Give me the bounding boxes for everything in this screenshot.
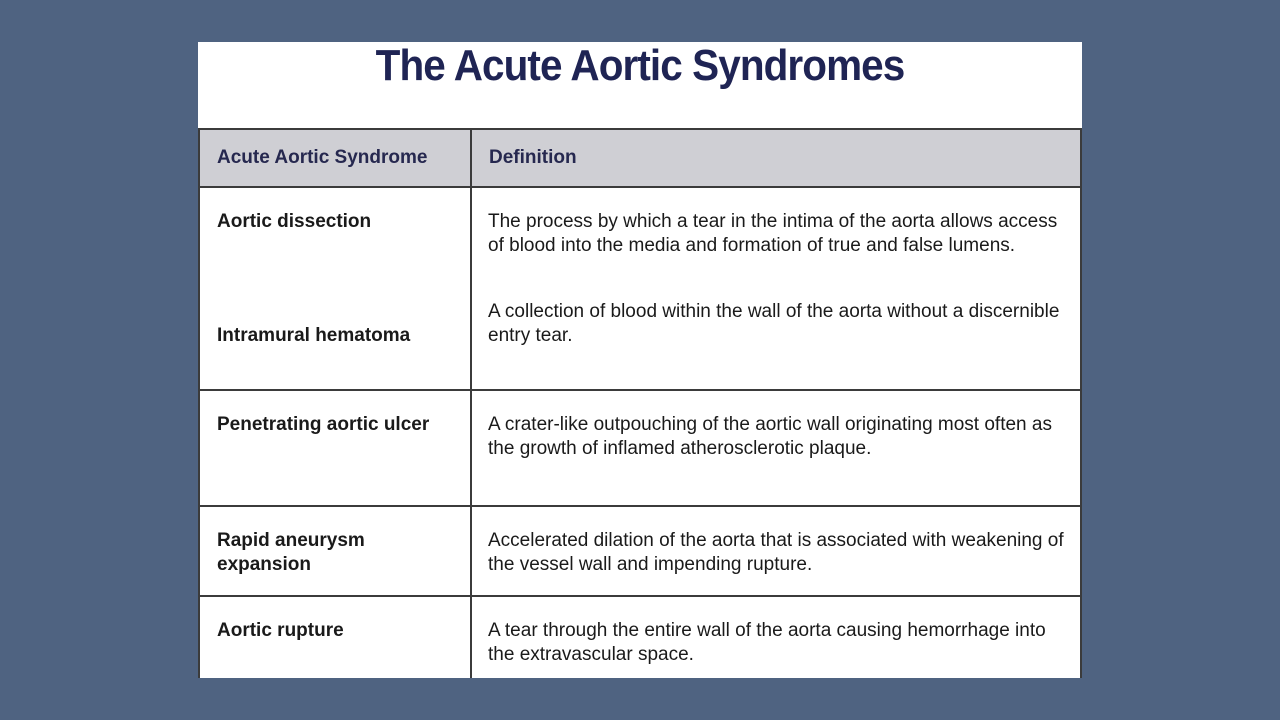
- syndromes-table: [198, 128, 1082, 678]
- term-rapid-aneurysm-expansion: Rapid aneurysm expansion: [199, 506, 471, 596]
- slide-image: [198, 42, 1082, 678]
- term-penetrating-aortic-ulcer: Penetrating aortic ulcer: [199, 390, 471, 506]
- slide-title: The Acute Aortic Syndromes: [375, 42, 905, 90]
- definition-aortic-dissection: The process by which a tear in the intima of the aorta allows access of blood into the media and formation of true and false lumens.: [488, 211, 1058, 256]
- spacer: [217, 234, 460, 324]
- table-row: [199, 506, 1081, 596]
- definition-aortic-rupture: A tear through the entire wall of the aorta causing hemorrhage into the extravascular space.: [471, 596, 1081, 678]
- term-aortic-dissection: Aortic dissection: [217, 211, 372, 232]
- term-intramural-hematoma: Intramural hematoma: [217, 325, 411, 346]
- term-aortic-rupture: Aortic rupture: [199, 596, 471, 678]
- spacer: [488, 258, 1066, 300]
- table-row: [199, 596, 1081, 678]
- term-cell: [199, 187, 471, 390]
- header-syndrome: Acute Aortic Syndrome: [199, 129, 471, 187]
- table-header-row: [199, 129, 1081, 187]
- definition-penetrating-aortic-ulcer: A crater-like outpouching of the aortic wall originating most often as the growth of inflamed atherosclerotic plaque.: [471, 390, 1081, 506]
- table-row: [199, 187, 1081, 390]
- definition-rapid-aneurysm-expansion: Accelerated dilation of the aorta that is associated with weakening of the vessel wall and impending rupture.: [471, 506, 1081, 596]
- table-row: [199, 390, 1081, 506]
- definition-intramural-hematoma: A collection of blood within the wall of the aorta without a discernible entry tear.: [488, 301, 1060, 346]
- definition-cell: [471, 187, 1081, 390]
- header-definition: Definition: [471, 129, 1081, 187]
